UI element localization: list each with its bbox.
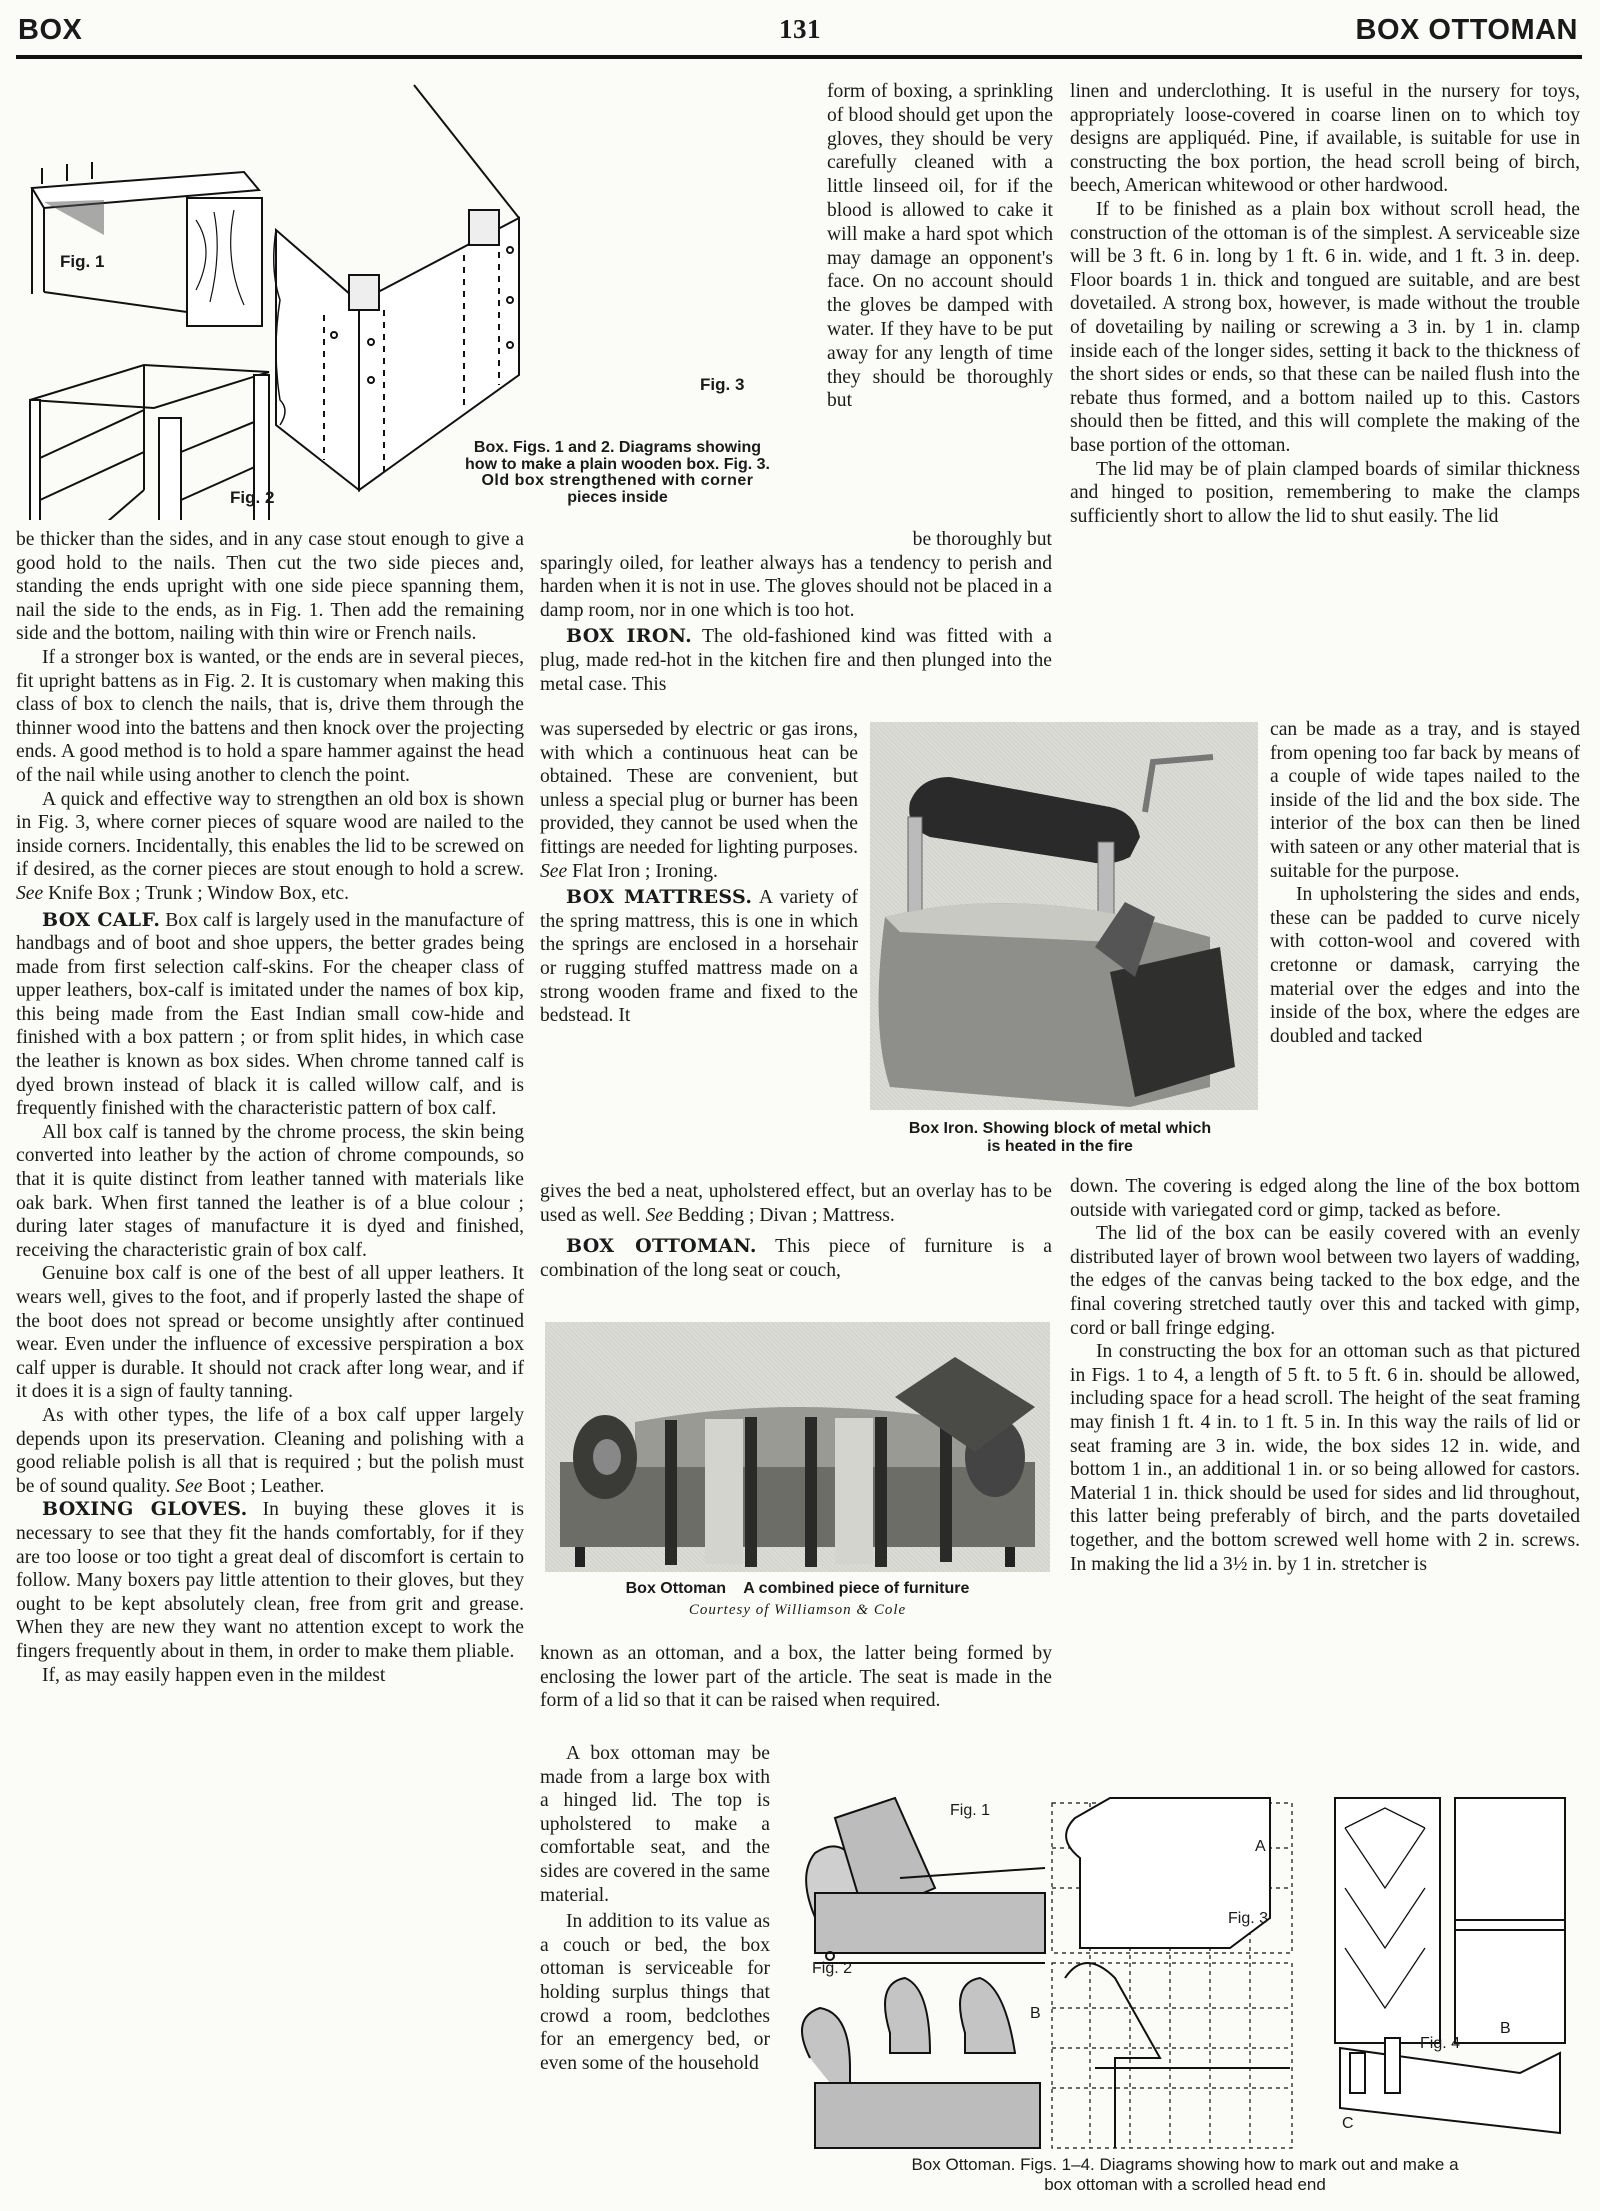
box-ottoman-narrow-text: A box ottoman may be made from a large box with a hinged lid. The top is upholstered to make a comfortable seat, and the sides are covered in the same material. In addition to its value as a couch or bed, the box ottoman is serviceable for holding surplus things that crowd a room, bedclothes for an emergency bed, or even some of the household <box>540 1743 770 2074</box>
ottoman-diagrams-illustration <box>790 1768 1590 2153</box>
box-ottoman-entry: BOX OTTOMAN. This piece of furniture is a combination of the long seat or couch, <box>540 1235 1052 1281</box>
fig3-label: Fig. 3 <box>700 375 745 394</box>
box-ottoman-middle-text: known as an ottoman, and a box, the latter being formed by enclosing the lower part of the article. The seat is made in the form of a lid so that it can be raised when required. <box>540 1643 1052 1712</box>
headword-box-calf: BOX CALF. <box>42 908 161 931</box>
box-iron-entry: BOX IRON. The old-fashioned kind was fitted with a plug, made red-hot in the kitchen fire and then plunged into the metal case. This <box>540 625 1052 695</box>
box-ottoman-photo <box>545 1322 1050 1572</box>
running-head-left: BOX <box>18 14 83 46</box>
middle-column-mid-text: gives the bed a neat, upholstered effect, but an overlay has to be used as well. See Bedding ; Divan ; Mattress. BOX OTTOMAN. This piece of furniture is a combination of the long seat or couch, <box>540 1181 1052 1281</box>
middle-column-upper-text: be thoroughly but sparingly oiled, for leather always has a tendency to perish and harden when it is not in use. The gloves should not be placed in a damp room, nor in one which is too hot. BOX IRON. The old-fashioned kind was fitted with a plug, made red-hot in the kitchen fire and then plunged into the metal case. This <box>540 529 1052 695</box>
box-ottoman-right-text-lower: down. The covering is edged along the line of the box bottom outside with variegated cord or gimp, tacked as before. The lid of the box can be easily covered with an evenly distributed layer of brown wool between two layers of wadding, the edges of the canvas being tacked to the box edge, and the final covering stretched tautly over this and tacked with gimp, cord or ball fringe edging. In constructing the box for an ottoman such as that pictured in Figs. 1 to 4, a length of 5 ft. to 5 ft. 6 in. should be allowed, including space for a head scroll. The height of the seat framing may finish 1 ft. 4 in. to 1 ft. 5 in. In this way the rails of lid or seat framing are 3 in. wide, the box sides 12 in. wide, and bottom 1 in., an additional 1 in. or so being allowed for castors. Material 1 in. thick should be used for sides and lid throughout, this latter being preferably of birch, and the parts dovetailed together, and the bottom screwed well home with 2 in. screws. In making the lid a 3½ in. by 1 in. stretcher is <box>1070 1176 1580 1575</box>
box-paragraph-1: be thicker than the sides, and in any case stout enough to give a good hold to the nails. Then cut the two side pieces and, standing the ends upright with one side piece spanning them, nail the side to the ends, as in Fig. 1. Then add the remaining side and the bottom, nailing with thin wire or French nails. <box>16 529 524 645</box>
box-iron-image <box>870 722 1258 1110</box>
box-paragraph-3: A quick and effective way to strengthen an old box is shown in Fig. 3, where corner pieces of square wood are nailed to the inside corners. Incidentally, this enables the lid to be screwed on if desired, as the corner pieces are stout enough to hold a screw. See Knife Box ; Trunk ; Window Box, etc. <box>16 788 524 904</box>
running-head-right: BOX OTTOMAN <box>1355 14 1578 46</box>
ottoman-fig3-label: Fig. 3 <box>1228 1910 1269 1927</box>
box-ottoman-right-text-top: linen and underclothing. It is useful in the nursery for toys, appropriately loose-covered in coarse linen on to which toy designs are appliquéd. Pine, if available, is suitable for use in constructing the box portion, the head scroll being of birch, beech, American whitewood or other hardwood. If to be finished as a plain box without scroll head, the construction of the ottoman is of the simplest. A serviceable size will be 3 ft. 6 in. long by 1 ft. 6 in. wide, and 1 ft. 3 in. deep. Floor boards 1 in. thick and tongued are suitable, and are best dovetailed. A strong box, however, is made without the trouble of dovetailing by nailing or screwing a 3 in. by 1 in. clamp inside each of the longer sides, setting it back to the thickness of the short sides or ends, so that these can be nailed flush into the rebate thus formed, and a bottom nailed up to this. Castors should then be fitted, and this will complete the making of the base portion of the ottoman. The lid may be of plain clamped boards of similar thickness and hinged to position, remembering to make the clamps sufficiently short to allow the lid to shut easily. The lid <box>1070 81 1580 527</box>
box-mattress-entry: BOX MATTRESS. A variety of the spring mattress, this is one in which the springs are enclosed in a horsehair or rugging stuffed mattress made on a strong wooden frame and fixed to the bedstead. It <box>540 886 858 1027</box>
box-fig1-drawing <box>32 162 262 326</box>
middle-column-narrow-text: was superseded by electric or gas irons, with which a continuous heat can be obtained. These are convenient, but unless a special plug or burner has been provided, they cannot be used when the fittings are needed for lighting purposes. See Flat Iron ; Ironing. BOX MATTRESS. A variety of the spring mattress, this is one in which the springs are enclosed in a horsehair or rugging stuffed mattress made on a strong wooden frame and fixed to the bedstead. It <box>540 719 858 1027</box>
page-number: 131 <box>779 14 821 44</box>
fig2-label: Fig. 2 <box>230 488 275 507</box>
boxing-gloves-entry: BOXING GLOVES. In buying these gloves it is necessary to see that they fit the hands comfortably, for if they are too loose or too tight a great deal of discomfort is certain to follow. Many boxers pay little attention to their gloves, but they ought to be kept absolutely clean, free from grit and grease. When they are new they want no attention except to work the fingers frequently about in them, in order to make them pliable. <box>16 1498 524 1662</box>
ottoman-diagrams-caption: Box Ottoman. Figs. 1–4. Diagrams showing how to mark out and make a box ottoman with a scrolled head end <box>911 2155 1459 2194</box>
ottoman-fig4-drawing <box>1335 1798 1565 2133</box>
box-paragraph-2: If a stronger box is wanted, or the ends are in several pieces, fit upright battens as in Fig. 2. It is customary when making this class of box to clench the nails, that is, drive them through the thinner wood into the battens and then knock over the projecting ends. A good method is to hold a spare hammer against the head of the nail while using another to clench the point. <box>16 646 524 786</box>
ottoman-fig1-label: Fig. 1 <box>950 1802 991 1819</box>
photo-credit: Courtesy of Williamson & Cole <box>688 1602 907 1618</box>
ottoman-fig3-label-b: B <box>1030 2005 1041 2022</box>
box-ottoman-right-text-narrow: can be made as a tray, and is stayed from opening too far back by means of a couple of wide tapes nailed to the inside of the lid and the box side. The interior of the box can then be lined with sateen or any other material that is suitable for the purpose. In upholstering the sides and ends, these can be padded to curve nicely with cotton-wool and covered with cretonne or damask, carrying the material over the edges and into the inside of the box, where the edges are doubled and tacked <box>1270 719 1580 1047</box>
ottoman-fig1-drawing <box>806 1798 1045 1963</box>
box-ottoman-image <box>545 1322 1050 1572</box>
box-figures-caption: Box. Figs. 1 and 2. Diagrams showing how to make a plain wooden box. Fig. 3. Old box strengthened with corner pieces inside <box>465 439 770 506</box>
ottoman-fig4-label-b: B <box>1500 2020 1511 2037</box>
header-rule <box>16 55 1582 59</box>
fig1-label: Fig. 1 <box>60 252 105 271</box>
ottoman-fig2-drawing <box>802 1978 1040 2148</box>
ottoman-fig4-label-c: C <box>1342 2115 1354 2132</box>
box-ottoman-caption: Box Ottoman A combined piece of furniture Courtesy of Williamson & Cole <box>545 1580 1050 1619</box>
box-calf-entry: BOX CALF. Box calf is largely used in the manufacture of handbags and of boot and shoe uppers, the better grades being made from first selection calf-skins. For the cheaper class of upper leathers, box-calf is imitated under the names of box kip, this being made from the East Indian small cow-hide and finished with a box pattern ; or from split hides, in which case the leather is known as box sides. When chrome tanned calf is dyed brown instead of black it is called willow calf, and is frequently finished with the characteristic pattern of box calf. <box>16 908 524 1120</box>
box-fig3-drawing <box>274 85 519 490</box>
box-iron-photo <box>870 722 1258 1110</box>
boxing-gloves-continued-text: form of boxing, a sprinkling of blood should get upon the gloves, they should be very carefully cleaned with a little linseed oil, for if the blood is allowed to cake it will make a hard spot which may damage an opponent's face. On no account should the gloves be damped with water. If they have to be put away for any length of time they should be thoroughly but <box>827 81 1053 412</box>
headword-box-mattress: BOX MATTRESS. <box>566 886 753 909</box>
ottoman-fig4-label: Fig. 4 <box>1420 2035 1461 2052</box>
ottoman-fig2-label: Fig. 2 <box>812 1960 853 1977</box>
box-iron-caption: Box Iron. Showing block of metal which is heated in the fire <box>908 1120 1212 1155</box>
headword-box-iron: BOX IRON. <box>566 625 693 648</box>
headword-box-ottoman: BOX OTTOMAN. <box>566 1235 757 1258</box>
ottoman-fig3-label-a: A <box>1255 1838 1266 1855</box>
headword-boxing-gloves: BOXING GLOVES. <box>42 1498 248 1521</box>
left-column-text: be thicker than the sides, and in any case stout enough to give a good hold to the nails. Then cut the two side pieces and, standing the ends upright with one side piece spanning them, nail the side to the ends, as in Fig. 1. Then add the remaining side and the bottom, nailing with thin wire or French nails. If a stronger box is wanted, or the ends are in several pieces, fit upright battens as in Fig. 2. It is customary when making this class of box to clench the nails, that is, drive them through the thinner wood into the battens and then knock over the projecting ends. A good method is to hold a spare hammer against the head of the nail while using another to clench the point. A quick and effective way to strengthen an old box is shown in Fig. 3, where corner pieces of square wood are nailed to the inside corners. Incidentally, this enables the lid to be screwed on if desired, as the corner pieces are stout enough to hold a screw. See Knife Box ; Trunk ; Window Box, etc. BOX CALF. Box calf is largely used in the manufacture of handbags and of boot and shoe uppers, the better grades being made from first selection calf-skins. For the cheaper class of upper leathers, box-calf is imitated under the names of box kip, this being made from the East Indian small cow-hide and finished with a box pattern ; or from split hides, in which case the leather is known as box sides. When chrome tanned calf is dyed brown instead of black it is called willow calf, and is frequently finished with the characteristic pattern of box calf. All box calf is tanned by the chrome process, the skin being converted into leather by the action of chrome compounds, so that it is quite distinct from leather tanned with materials like oak bark. When first tanned the leather is of a blue colour ; during later stages of manufacture it is dyed and finished, receiving the characteristic grain of box calf. Genuine box calf is one of the best of all upper leathers. It wears well, gives to the foot, and if properly lasted the shape of the boot does not spread or become unsightly after continued wear. Even under the influence of excessive perspiration a box calf upper is durable. It should not crack after long wear, and if it does it is a sign of faulty tanning. As with other types, the life of a box calf upper largely depends upon its preservation. Cleaning and polishing with a good reliable polish is all that is required ; but the polish must be of sound quality. See Boot ; Leather. BOXING GLOVES. In buying these gloves it is necessary to see that they fit the hands comfortably, for if they are too loose or too tight a great deal of discomfort is certain to follow. Many boxers pay little attention to their gloves, but they ought to be kept absolutely clean, free from grit and grease. When they are new they want no attention except to work the fingers frequently about in them, in order to make them pliable. If, as may easily happen even in the mildest <box>16 529 524 1686</box>
